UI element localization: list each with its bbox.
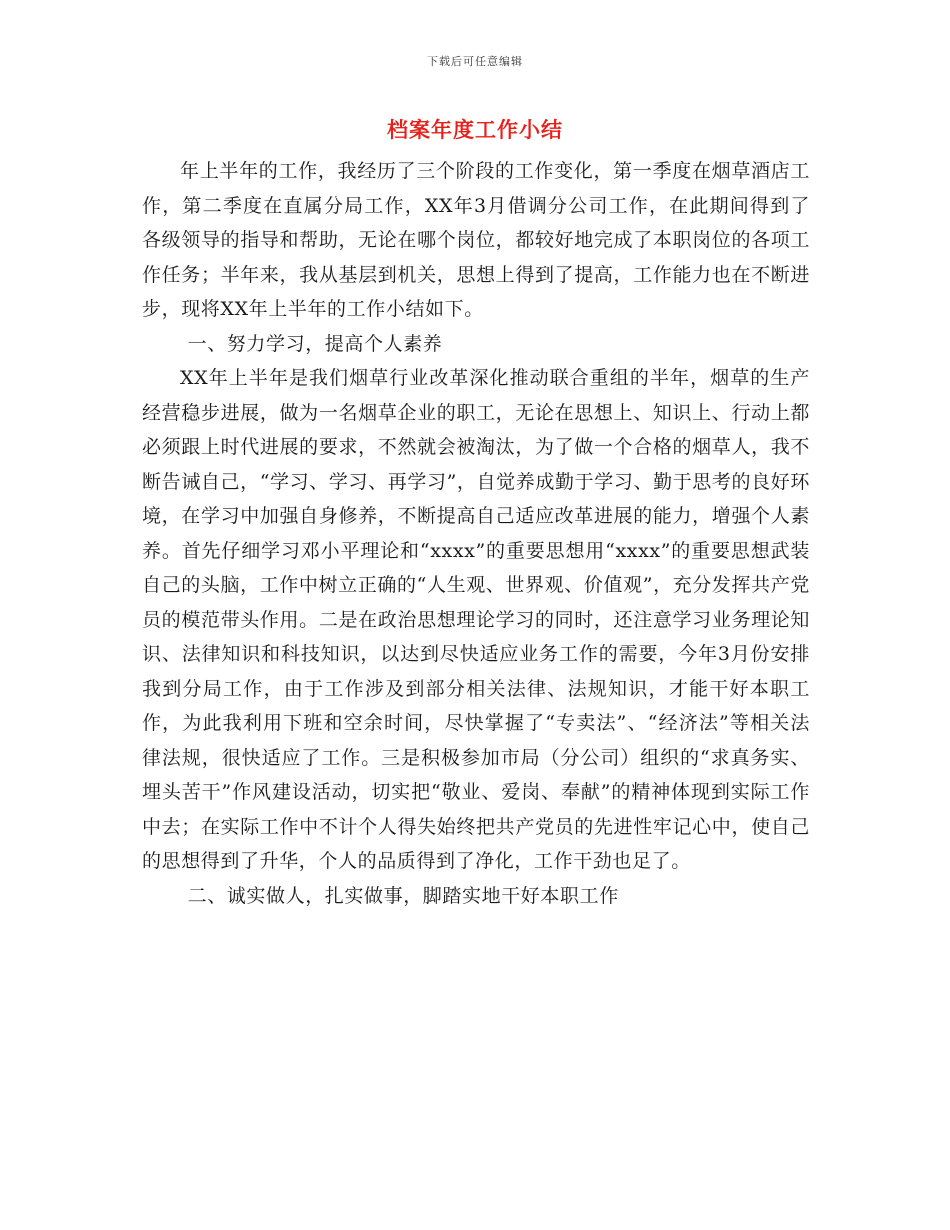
- header-note: 下载后可任意编辑: [427, 55, 523, 68]
- paragraph-section-1: XX年上半年是我们烟草行业改革深化推动联合重组的半年，烟草的生产经营稳步进展，做为一名烟草企业的职工，无论在思想上、知识上、行动上都必须跟上时代进展的要求，不然就会被淘汰，为了做一个合格的烟草人，我不断告诫自己，“学习、学习、再学习”，自觉养成勤于学习、勤于思考的良好环境，在学习中加强自身修养，不断提高自己适应改革进展的能力，增强个人素养。首先仔细学习邓小平理论和“xxxx”的重要思想用“xxxx”的重要思想武装自己的头脑，工作中树立正确的“人生观、世界观、价值观”，充分发挥共产党员的模范带头作用。二是在政治思想理论学习的同时，还注意学习业务理论知识、法律知识和科技知识，以达到尽快适应业务工作的需要，今年3月份安排我到分局工作，由于工作涉及到部分相关法律、法规知识，才能干好本职工作，为此我利用下班和空余时间，尽快掌握了“专卖法”、“经济法”等相关法律法规，很快适应了工作。三是积极参加市局（分公司）组织的“求真务实、埋头苦干”作风建设活动，切实把“敬业、爱岗、奉献”的精神体现到实际工作中去；在实际工作中不计个人得失始终把共产党员的先进性牢记心中，使自己的思想得到了升华，个人的品质得到了净化，工作干劲也足了。: [142, 367, 810, 872]
- document-body: [142, 154, 810, 913]
- section-heading-1: 一、努力学习，提高个人素养: [187, 332, 443, 355]
- paragraph-intro: 年上半年的工作，我经历了三个阶段的工作变化，第一季度在烟草酒店工作，第二季度在直属分局工作，XX年3月借调分公司工作，在此期间得到了各级领导的指导和帮助，无论在哪个岗位，都较好地完成了本职岗位的各项工作任务；半年来，我从基层到机关，思想上得到了提高，工作能力也在不断进步，现将XX年上半年的工作小结如下。: [142, 160, 810, 320]
- document-title: 档案年度工作小结: [387, 117, 563, 142]
- section-heading-2: 二、诚实做人，扎实做事，脚踏实地干好本职工作: [187, 884, 619, 907]
